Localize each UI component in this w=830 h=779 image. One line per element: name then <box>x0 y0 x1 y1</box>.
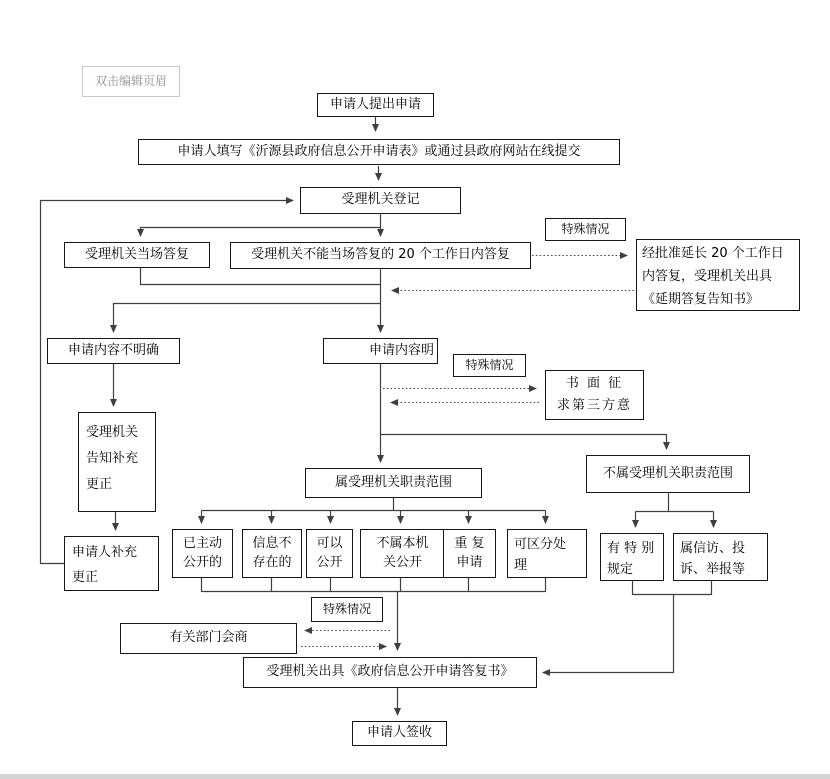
node-label: 受理机关当场答复 <box>84 246 189 262</box>
node-line: 诉、举报等 <box>680 562 746 577</box>
node-reply-within-20-days <box>230 242 531 269</box>
node-applicant-sign <box>352 721 447 746</box>
node-outside-scope <box>586 455 750 493</box>
node-already-public <box>172 529 233 578</box>
node-line: 存在的 <box>252 554 292 570</box>
node-line: 公开 <box>316 554 343 570</box>
node-content-clear <box>323 338 438 364</box>
node-special-case-2 <box>453 354 526 377</box>
node-applicant-submit <box>317 93 434 117</box>
node-line: 经批准延长 20 个工作日 <box>642 246 784 261</box>
node-notify-supplement <box>78 412 156 512</box>
node-line: 受理机关 <box>86 425 139 440</box>
edit-header-hint[interactable] <box>82 66 180 97</box>
node-extension-notice <box>636 239 800 311</box>
node-line: 更正 <box>72 570 99 585</box>
node-fill-application-form <box>138 139 620 165</box>
edit-header-hint-label: 双击编辑页眉 <box>94 74 167 89</box>
node-line: 求第三方意 <box>556 398 632 413</box>
node-line: 已主动 <box>182 536 222 552</box>
node-seek-third-party-opinion <box>545 370 644 420</box>
node-special-case-1 <box>545 218 626 241</box>
node-line: 理 <box>514 558 528 573</box>
node-line: 有 特 别 <box>607 541 655 556</box>
node-line: 更正 <box>86 477 113 492</box>
node-line: 公开的 <box>182 554 222 570</box>
node-line: 可区分处 <box>514 537 567 552</box>
node-label: 受理机关不能当场答复的 20 个工作日内答复 <box>251 247 510 263</box>
node-label: 有关部门会商 <box>169 630 248 646</box>
node-line: 书 面 征 <box>565 376 624 391</box>
node-label: 受理机关出具《政府信息公开申请答复书》 <box>266 664 514 680</box>
node-not-this-authority <box>360 529 445 578</box>
node-content-unclear <box>47 338 180 364</box>
node-info-not-exist <box>242 529 302 578</box>
node-department-consultation <box>120 623 297 654</box>
node-line: 申请人补充 <box>72 545 138 560</box>
node-label: 特殊情况 <box>322 602 371 617</box>
node-label: 受理机关登记 <box>341 192 420 208</box>
node-label: 申请人提出申请 <box>329 96 421 112</box>
node-onspot-reply <box>64 242 210 268</box>
node-label: 属受理机关职责范围 <box>334 474 452 490</box>
dotted-edges <box>301 256 634 647</box>
node-can-disclose <box>306 529 353 578</box>
node-label: 申请内容不明确 <box>67 342 159 358</box>
node-within-scope <box>305 468 482 498</box>
node-line: 不属本机 <box>376 536 429 552</box>
node-label: 申请内容明 <box>368 342 434 358</box>
node-line: 告知补充 <box>86 451 139 466</box>
node-label: 特殊情况 <box>465 358 514 373</box>
node-line: 申请 <box>456 554 483 570</box>
node-line: 内答复，受理机关出具 <box>642 269 773 284</box>
node-line: 属信访、投 <box>680 541 746 556</box>
node-applicant-supplement <box>64 536 159 591</box>
node-repeat-application <box>443 529 496 578</box>
node-label: 特殊情况 <box>561 222 610 237</box>
node-line: 关公开 <box>382 554 422 570</box>
node-line: 《延期答复告知书》 <box>642 292 760 307</box>
node-label: 不属受理机关职责范围 <box>602 465 733 481</box>
node-label: 申请人填写《沂源县政府信息公开申请表》或通过县政府网站在线提交 <box>177 143 581 159</box>
node-separable-handling <box>507 529 587 578</box>
node-label: 申请人签收 <box>366 725 432 741</box>
node-authority-register <box>300 187 461 214</box>
node-special-rule <box>600 533 664 581</box>
node-line: 规定 <box>607 562 634 577</box>
window-bottom-border <box>0 774 830 779</box>
node-special-case-3 <box>311 597 383 622</box>
node-line: 信息不 <box>252 536 292 552</box>
node-petition-complaint <box>673 533 768 581</box>
node-line: 重 复 <box>454 536 485 552</box>
node-line: 可以 <box>316 536 343 552</box>
node-issue-reply-document <box>243 657 537 688</box>
